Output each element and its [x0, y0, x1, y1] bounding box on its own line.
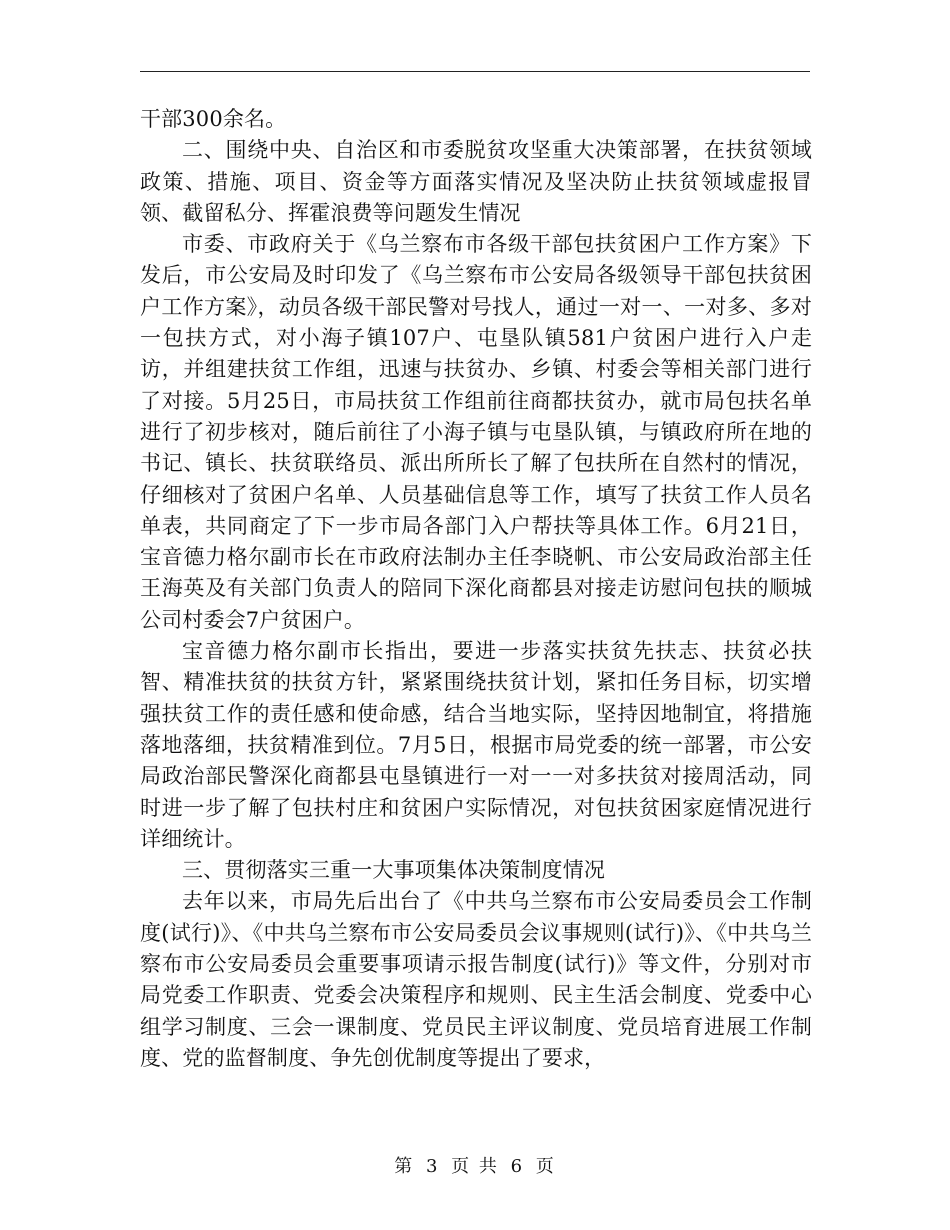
footer-page-number: 3 — [425, 1156, 440, 1177]
page-footer — [0, 1152, 950, 1178]
footer-total-pages: 6 — [510, 1156, 525, 1177]
section-heading-2: 二、围绕中央、自治区和市委脱贫攻坚重大决策部署，在扶贫领域政策、措施、项目、资金等方面落实情况及坚决防止扶贫领域虚报冒领、截留私分、挥霍浪费等问题发生情况 — [140, 138, 812, 225]
document-body — [140, 104, 812, 1074]
paragraph-1: 干部300余名。 — [140, 107, 287, 131]
section-heading-3: 三、贯彻落实三重一大事项集体决策制度情况 — [182, 858, 605, 883]
header-rule — [140, 71, 810, 72]
paragraph-3: 市委、市政府关于《乌兰察布市各级干部包扶贫困户工作方案》下发后，市公安局及时印发了《乌兰察布市公安局各级领导干部包扶贫困户工作方案》，动员各级干部民警对号找人，通过一对一、一对多、多对一包扶方式，对小海子镇107户、屯垦队镇581户贫困户进行入户走访，并组建扶贫工作组，迅速与扶贫办、乡镇、村委会等相关部门进行了对接。5月25日，市局扶贫工作组前往商都扶贫办，就市局包扶名单进行了初步核对，随后前往了小海子镇与屯垦队镇，与镇政府所在地的书记、镇长、扶贫联络员、派出所所长了解了包扶所在自然村的情况，仔细核对了贫困户名单、人员基础信息等工作，填写了扶贫工作人员名单表，共同商定了下一步市局各部门入户帮扶等具体工作。6月21日，宝音德力格尔副市长在市政府法制办主任李晓帆、市公安局政治部主任王海英及有关部门负责人的陪同下深化商都县对接走访慰问包扶的顺城公司村委会7户贫困户。 — [140, 232, 812, 632]
footer-prefix: 第 — [394, 1156, 415, 1177]
paragraph-6: 去年以来，市局先后出台了《中共乌兰察布市公安局委员会工作制度(试行)》、《中共乌兰察布市公安局委员会议事规则(试行)》、《中共乌兰察布市公安局委员会重要事项请示报告制度(试行)》等文件，分别对市局党委工作职责、党委会决策程序和规则、民主生活会制度、党委中心组学习制度、三会一课制度、党员民主评议制度、党员培育进展工作制度、党的监督制度、争先创优制度等提出了要求， — [140, 889, 812, 1070]
footer-suffix: 页 — [535, 1156, 556, 1177]
paragraph-4: 宝音德力格尔副市长指出，要进一步落实扶贫先扶志、扶贫必扶智、精准扶贫的扶贫方针，紧紧围绕扶贫计划，紧扣任务目标，切实增强扶贫工作的责任感和使命感，结合当地实际，坚持因地制宜，将措施落地落细，扶贫精准到位。7月5日，根据市局党委的统一部署，市公安局政治部民警深化商都县屯垦镇进行一对一一对多扶贫对接周活动，同时进一步了解了包扶村庄和贫困户实际情况，对包扶贫困家庭情况进行详细统计。 — [140, 639, 812, 851]
footer-middle: 页 共 — [451, 1156, 499, 1177]
